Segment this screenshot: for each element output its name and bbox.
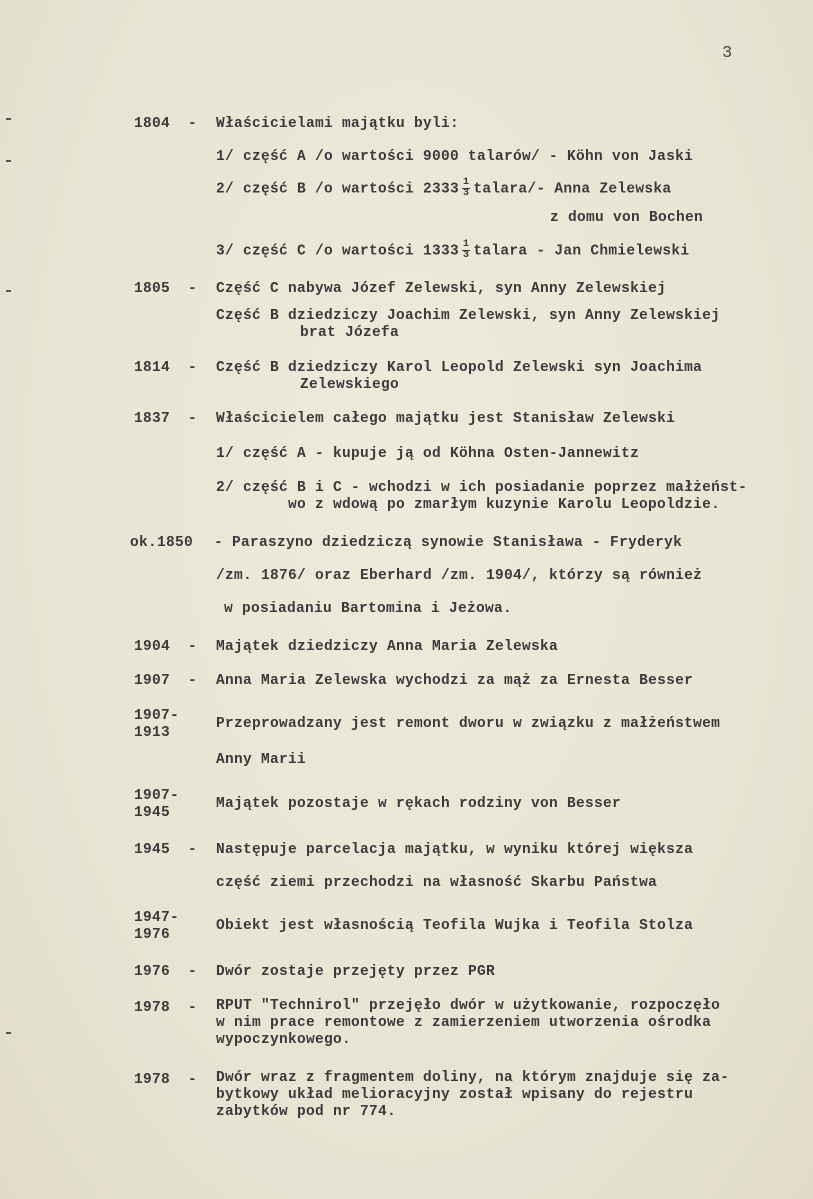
entry-dash: - [188, 639, 198, 655]
entry-dash: - [188, 411, 198, 427]
entry-text: część ziemi przechodzi na własność Skarbu Państwa [216, 875, 658, 891]
entry-dash: - [188, 360, 198, 376]
entry-text: Przeprowadzany jest remont dworu w związku z małżeństwem [216, 716, 721, 732]
entry-dash: - [188, 964, 198, 980]
entry-text: Następuje parcelacja majątku, w wyniku której większa [216, 842, 694, 858]
entry-date [134, 708, 179, 742]
entry-date: 1976 [134, 964, 171, 980]
entry-text: Właścicielami majątku byli: [216, 116, 460, 132]
entry-date: 1804 [134, 116, 171, 132]
entry-date: 1805 [134, 281, 171, 297]
page-number: 3 [722, 44, 733, 63]
entry-item: 2/ część B i C - wchodzi w ich posiadanie poprzez małżeńst- [216, 480, 748, 496]
item-text: talara - Jan Chmielewski [473, 243, 690, 260]
entry-text: Majątek pozostaje w rękach rodziny von Besser [216, 796, 622, 812]
entry-date: 1907 [134, 673, 171, 689]
entry-item [216, 178, 671, 199]
entry-date: 1978 [134, 1072, 171, 1088]
entry-text: Dwór wraz z fragmentem doliny, na którym znajduje się za- [216, 1070, 730, 1086]
entry-dash: - [188, 116, 198, 132]
entry-dash: - [188, 842, 198, 858]
item-text: talara/- Anna Zelewska [473, 181, 672, 198]
entry-item-continuation: z domu von Bochen [550, 210, 704, 226]
entry-dash: - [188, 673, 198, 689]
entry-date: 1814 [134, 360, 171, 376]
entry-date [134, 788, 179, 822]
edge-mark [6, 160, 11, 162]
item-text: 3/ część C /o wartości 1333 [216, 243, 460, 260]
entry-text: bytkowy układ melioracyjny został wpisany do rejestru [216, 1087, 694, 1103]
entry-date [134, 910, 179, 944]
entry-text: wypoczynkowego. [216, 1032, 352, 1048]
fraction [462, 178, 470, 199]
edge-mark [6, 1032, 11, 1034]
date-start: 1907- [134, 788, 180, 804]
date-start: 1947- [134, 910, 180, 926]
entry-date: 1837 [134, 411, 171, 427]
entry-text: Majątek dziedziczy Anna Maria Zelewska [216, 639, 559, 655]
entry-text: /zm. 1876/ oraz Eberhard /zm. 1904/, którzy są również [216, 568, 703, 584]
entry-date: 1945 [134, 842, 171, 858]
entry-text: Część B dziedziczy Joachim Zelewski, syn Anny Zelewskiej [216, 308, 721, 324]
entry-item-continuation: wo z wdową po zmarłym kuzynie Karolu Leopoldzie. [288, 497, 721, 513]
entry-text: Część C nabywa Józef Zelewski, syn Anny Zelewskiej [216, 281, 667, 297]
entry-text: Anny Marii [216, 752, 307, 768]
date-start: 1907- [134, 708, 180, 724]
entry-text: Zelewskiego [300, 377, 400, 393]
entry-item [216, 240, 689, 261]
entry-text: RPUT "Technirol" przejęło dwór w użytkowanie, rozpoczęło [216, 998, 721, 1014]
fraction-numerator: 1 [463, 239, 470, 250]
entry-dash: - [188, 281, 198, 297]
entry-item: 1/ część A /o wartości 9000 talarów/ - Köhn von Jaski [216, 149, 694, 165]
entry-text: Część B dziedziczy Karol Leopold Zelewski syn Joachima [216, 360, 703, 376]
entry-text: Dwór zostaje przejęty przez PGR [216, 964, 496, 980]
entry-item: 1/ część A - kupuje ją od Köhna Osten-Jannewitz [216, 446, 640, 462]
entry-text: zabytków pod nr 774. [216, 1104, 397, 1120]
date-end: 1976 [134, 927, 171, 943]
entry-text: brat Józefa [300, 325, 400, 341]
fraction [462, 240, 470, 261]
entry-text: w nim prace remontowe z zamierzeniem utworzenia ośrodka [216, 1015, 712, 1031]
entry-text: Właścicielem całego majątku jest Stanisław Zelewski [216, 411, 676, 427]
entry-date: 1904 [134, 639, 171, 655]
fraction-denominator: 3 [463, 250, 470, 261]
edge-mark [6, 118, 11, 120]
entry-text: w posiadaniu Bartomina i Jeżowa. [224, 601, 513, 617]
entry-dash: - [188, 1072, 198, 1088]
edge-mark [6, 290, 11, 292]
entry-text: - Paraszyno dziedziczą synowie Stanisława - Fryderyk [214, 535, 683, 551]
entry-text: Anna Maria Zelewska wychodzi za mąż za Ernesta Besser [216, 673, 694, 689]
entry-date: ok.1850 [130, 535, 194, 551]
date-end: 1945 [134, 805, 171, 821]
fraction-numerator: 1 [463, 177, 470, 188]
entry-dash: - [188, 1000, 198, 1016]
item-text: 2/ część B /o wartości 2333 [216, 181, 460, 198]
entry-text: Obiekt jest własnością Teofila Wujka i Teofila Stolza [216, 918, 694, 934]
fraction-denominator: 3 [463, 188, 470, 199]
entry-date: 1978 [134, 1000, 171, 1016]
date-end: 1913 [134, 725, 171, 741]
